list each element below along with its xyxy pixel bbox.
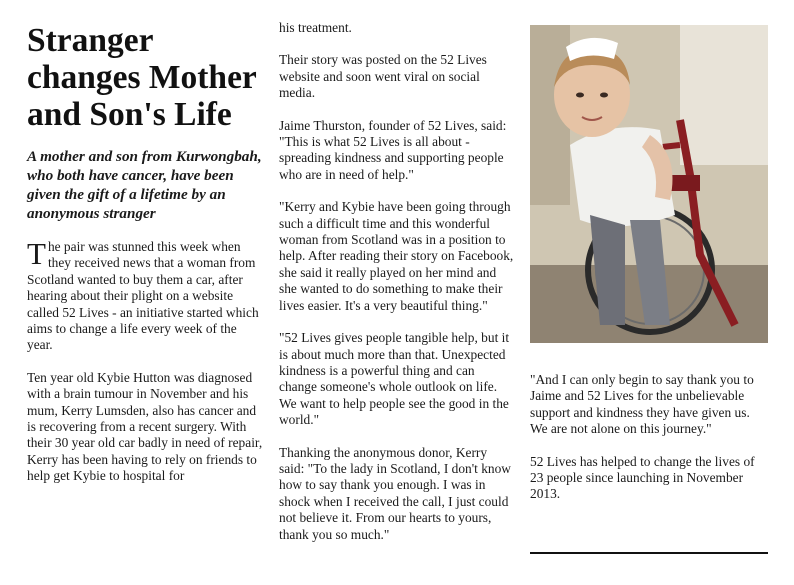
article-paragraph-4: Jaime Thurston, founder of 52 Lives, said: "This is what 52 Lives is all about - spreading kindness and supporting people who are in need of help." xyxy=(279,117,507,182)
article-paragraph-5: "Kerry and Kybie have been going through such a difficult time and this wonderful woman from Scotland was in a position to help. After reading their story on Facebook, she said it really played on her mind and she wanted to do something to make their lives easier. It's a very beautiful thing." xyxy=(279,199,514,313)
photo-illustration xyxy=(530,25,768,343)
paragraph-1-text: he pair was stunned this week when they received news that a woman from Scotland wanted to buy them a car, after hearing about their plight on a website called 52 Lives - an initiative started which aims to change a life every week of the year. xyxy=(27,239,259,353)
article-paragraph-2-continued: his treatment. xyxy=(279,20,352,35)
article-paragraph-6: "52 Lives gives people tangible help, but it is about much more than that. Unexpected kindness is a powerful thing and can change someone's whole outlook on life. We want to help people see the good in the world." xyxy=(279,330,510,428)
article-standfirst: A mother and son from Kurwongbah, who both have cancer, have been given the gift of a lifetime by an anonymous stranger xyxy=(27,148,262,222)
child-in-wheelchair-photo xyxy=(530,25,768,343)
article-paragraph-1 xyxy=(27,236,263,354)
article-paragraph-2: Ten year old Kybie Hutton was diagnosed with a brain tumour in November and his mum, Kerry Lumsden, also has cancer and is recovering from a recent surgery. With their 30 year old car badly in need of repair, Kerry has been having to rely on friends to help get Kybie to hospital for xyxy=(27,369,263,484)
drop-cap: T xyxy=(27,236,46,271)
article-paragraph-7: Thanking the anonymous donor, Kerry said: "To the lady in Scotland, I don't know how to say thank you enough. I was in shock when I received the call, I just could not believe it. From our hearts to yours, thank you so much." xyxy=(279,444,511,542)
column-divider-rule xyxy=(530,552,768,554)
article-paragraph-8: "And I can only begin to say thank you to Jaime and 52 Lives for the unbelievable support and kindness they have given us. We are not alone on this journey." xyxy=(530,372,754,437)
article-paragraph-9: 52 Lives has helped to change the lives of 23 people since launching in November 2013. xyxy=(530,453,755,502)
article-paragraph-3: Their story was posted on the 52 Lives website and soon went viral on social media. xyxy=(279,52,487,101)
article-headline: Stranger changes Mother and Son's Life xyxy=(27,22,257,133)
column-1 xyxy=(27,22,263,501)
column-3-text xyxy=(530,372,770,519)
column-2 xyxy=(279,20,515,559)
